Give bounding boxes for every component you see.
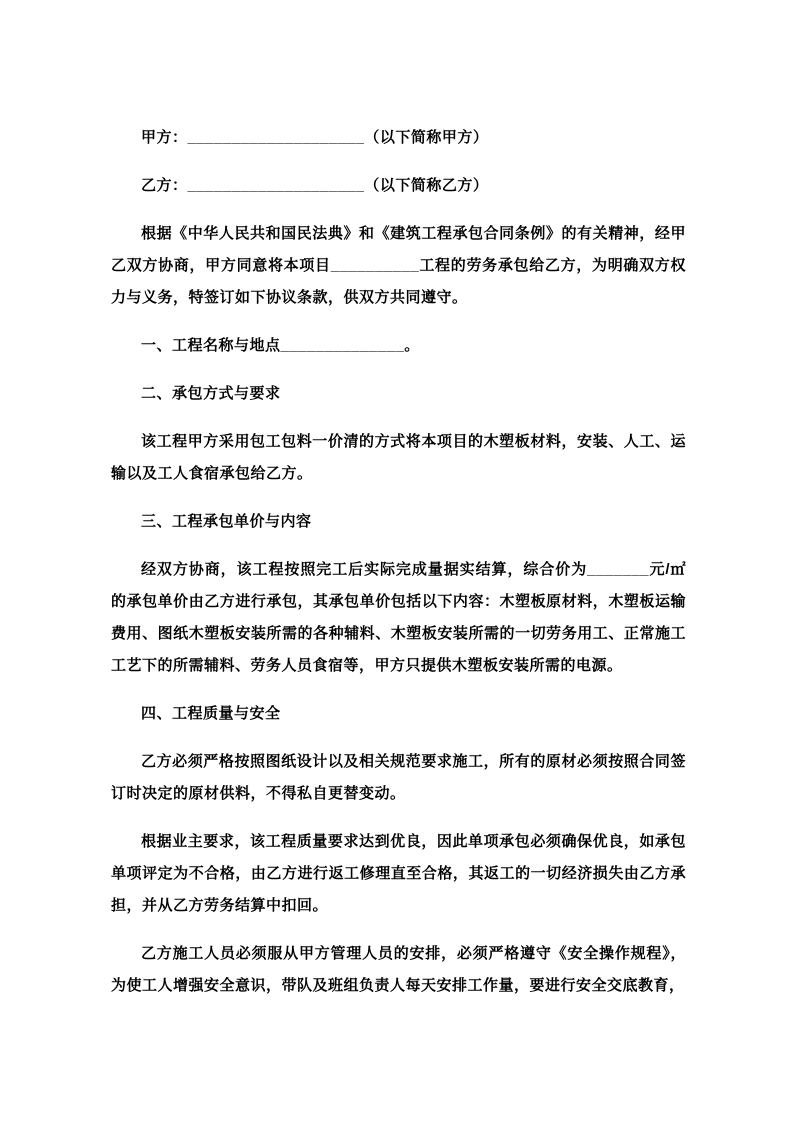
section-4-paragraph-1: 乙方必须严格按照图纸设计以及相关规范要求施工，所有的原材必须按照合同签订时决定的原材供料，不得私自更替变动。 [111, 753, 686, 802]
section-4-heading: 四、工程质量与安全 [141, 705, 281, 722]
preamble-paragraph: 根据《中华人民共和国民法典》和《建筑工程承包合同条例》的有关精神，经甲乙双方协商，甲方同意将本项目__________工程的劳务承包给乙方，为明确双方权力与义务，特签订如下协议条款，供双方共同遵守。 [111, 225, 686, 306]
section-3-paragraph: 经双方协商，该工程按照完工后实际完成量据实结算，综合价为_______元/㎡的承包单价由乙方进行承包，其承包单价包括以下内容：木塑板原材料，木塑板运输费用、图纸木塑板安装所需的各种辅料、木塑板安装所需的一切劳务用工、正常施工工艺下的所需辅料、劳务人员食宿等，甲方只提供木塑板安装所需的电源。 [111, 561, 686, 674]
section-4-paragraph-2: 根据业主要求，该工程质量要求达到优良，因此单项承包必须确保优良，如承包单项评定为不合格，由乙方进行返工修理直至合格，其返工的一切经济损失由乙方承担，并从乙方劳务结算中扣回。 [111, 833, 686, 914]
section-2-paragraph: 该工程甲方采用包工包料一价清的方式将本项目的木塑板材料，安装、人工、运输以及工人食宿承包给乙方。 [111, 433, 686, 482]
section-1-heading: 一、工程名称与地点______________。 [141, 337, 420, 354]
section-4-paragraph-3: 乙方施工人员必须服从甲方管理人员的安排，必须严格遵守《安全操作规程》，为使工人增强安全意识，带队及班组负责人每天安排工作量，要进行安全交底教育， [111, 945, 686, 994]
section-3-heading: 三、工程承包单价与内容 [141, 513, 312, 530]
party-b-line: 乙方：____________________（以下简称乙方） [141, 177, 489, 194]
contract-body [111, 122, 686, 1002]
party-a-line: 甲方：____________________（以下简称甲方） [141, 129, 489, 146]
section-2-heading: 二、承包方式与要求 [141, 385, 281, 402]
